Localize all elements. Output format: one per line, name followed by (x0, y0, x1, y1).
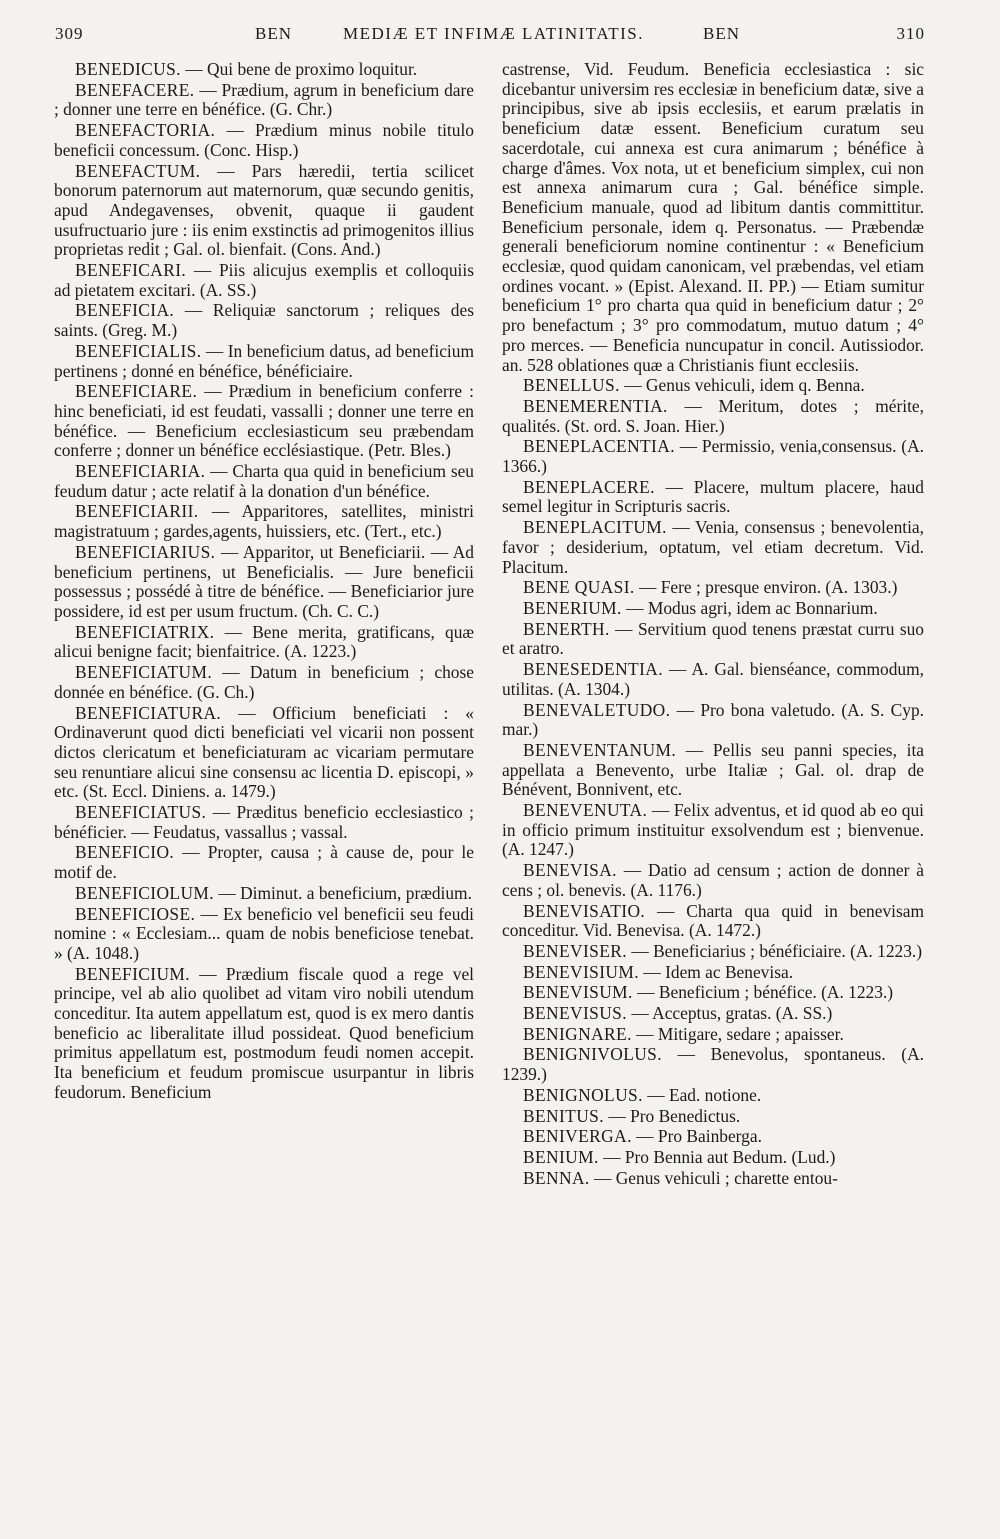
entry-definition: — Venia, consensus ; benevolentia, favor ; desiderium, optatum, vel etiam decretum. Vid. Placitum. (502, 517, 924, 577)
dictionary-entry (502, 599, 924, 619)
entry-definition: — Prædium fiscale quod a rege vel principe, vel ab alio quolibet ad vitam viro nobili utendum conceditur. Ita autem appellatum est, quod is ex mero dantis beneficio ac liberalitate illud possideat. Quod beneficium primitus appellatum est, postmodum feudi nomen accepit. Ita beneficium et feudum promiscue usurpantur in libris feudorum. Beneficium (54, 963, 474, 1102)
dictionary-entry (54, 884, 474, 904)
entry-definition: — Bene merita, gratificans, quæ alicui benigne facit; bienfaitrice. (A. 1223.) (54, 621, 474, 662)
entry-headword: BENEFICIARIA. (75, 461, 206, 482)
entry-headword: BENEFICIOSE. (75, 903, 196, 924)
entry-definition: — Datum in beneficium ; chose donnée en bénéfice. (G. Ch.) (54, 662, 474, 702)
entry-headword: BENEFICIO. (75, 842, 175, 863)
entry-definition: — Servitium quod tenens præstat curru suo et aratro. (502, 618, 924, 659)
entry-definition: — Præditus beneficio ecclesiastico ; bénéficier. — Feudatus, vassallus ; vassal. (54, 802, 474, 842)
entry-definition: — Datio ad censum ; action de donner à cens ; ol. benevis. (A. 1176.) (502, 860, 924, 900)
entry-definition: — Diminut. a beneficium, prædium. (214, 882, 472, 903)
dictionary-entry (502, 701, 924, 740)
entry-definition: — Meritum, dotes ; mérite, qualités. (St. ord. S. Joan. Hier.) (502, 395, 924, 436)
dictionary-entry (502, 1086, 924, 1106)
dictionary-entry (54, 843, 474, 882)
entry-headword: BENEFICIARE. (75, 381, 198, 402)
entry-definition: — Apparitor, ut Beneficiarii. — Ad beneficium pertinens, ut Beneficialis. — Jure beneficii possessus ; possédé à titre de bénéfice. — Beneficiarior jure possidere, id est per usum fructum. (Ch. C. C.) (54, 541, 474, 621)
dictionary-entry (502, 942, 924, 962)
dictionary-entry (54, 261, 474, 300)
entry-headword: BENIGNARE. (523, 1023, 632, 1044)
entry-definition: — Pro Benedictus. (603, 1105, 741, 1126)
dictionary-entry (54, 121, 474, 160)
dictionary-entry (54, 81, 474, 120)
entry-definition: — Ex beneficio vel beneficii seu feudi nomine : « Ecclesiam... quam de nobis beneficiose tenebat. » (A. 1048.) (54, 903, 474, 963)
entry-headword: BENEFICIA. (75, 300, 175, 321)
entry-headword: BENITUS. (523, 1105, 604, 1126)
dictionary-entry (54, 462, 474, 501)
entry-definition: — Piis alicujus exemplis et colloquiis ad pietatem excitari. (A. SS.) (54, 260, 474, 300)
dictionary-entry (502, 1107, 924, 1127)
entry-headword: BENEFICIARII. (75, 501, 199, 522)
entry-definition: — Idem ac Benevisa. (639, 961, 794, 982)
dictionary-entry (502, 620, 924, 659)
entry-headword: BENEFICIARIUS. (75, 541, 216, 562)
entry-definition: — Charta qua quid in benevisam conceditur. Vid. Benevisa. (A. 1472.) (502, 900, 924, 941)
entry-headword: BENEFICIATUM. (75, 662, 213, 683)
entry-headword: BENERIUM. (523, 597, 622, 618)
entry-definition: — Propter, causa ; à cause de, pour le motif de. (54, 842, 474, 883)
entry-headword: BENEVISIUM. (523, 961, 639, 982)
dictionary-entry (502, 60, 924, 375)
entry-headword: BENEFACTORIA. (75, 120, 216, 141)
left-column (54, 60, 474, 1104)
entry-headword: BENEFICIUM. (75, 963, 191, 984)
entry-headword: BENELLUS. (523, 375, 620, 396)
entry-definition: — Placere, multum placere, haud semel legitur in Scripturis sacris. (502, 476, 924, 517)
dictionary-entry (54, 301, 474, 340)
dictionary-entry (502, 801, 924, 860)
entry-definition: — Beneficium ; bénéfice. (A. 1223.) (632, 982, 894, 1003)
entry-definition: — Charta qua quid in beneficium seu feudum datur ; acte relatif à la donation d'un bénéfice. (54, 461, 474, 501)
entry-headword: BENIUM. (523, 1146, 599, 1167)
right-column (502, 60, 924, 1189)
entry-headword: BENEPLACENTIA. (523, 436, 675, 457)
dictionary-entry (502, 1127, 924, 1147)
entry-definition: — Acceptus, gratas. (A. SS.) (627, 1003, 833, 1024)
dictionary-entry (54, 623, 474, 662)
page-header (55, 24, 925, 52)
running-title: MEDIÆ ET INFIMÆ LATINITATIS. (343, 24, 644, 43)
running-head-right: BEN (703, 24, 740, 43)
dictionary-entry (502, 983, 924, 1003)
entry-definition: — Modus agri, idem ac Bonnarium. (621, 597, 878, 618)
entry-definition: — Genus vehiculi, idem q. Benna. (619, 375, 865, 396)
dictionary-entry (502, 1148, 924, 1168)
entry-headword: BENIVERGA. (523, 1126, 632, 1147)
dictionary-entry (54, 704, 474, 803)
entry-headword: BENEVISUS. (523, 1003, 628, 1024)
entry-headword: BENEFICIATRIX. (75, 621, 215, 642)
dictionary-entry (54, 60, 474, 80)
entry-headword: BENEFICIATURA. (75, 702, 222, 723)
entry-headword: BENEFICARI. (75, 260, 187, 281)
entry-definition: — Permissio, venia,consensus. (A. 1366.) (502, 436, 924, 477)
entry-definition: — Pellis seu panni species, ita appellata a Benevento, urbe Italiæ ; Gal. ol. drap de Bénévent, Bonnivent, etc. (502, 739, 924, 800)
dictionary-entry (502, 741, 924, 800)
page-number-left: 309 (55, 24, 84, 43)
dictionary-entry (54, 382, 474, 461)
entry-definition: — Beneficiarius ; bénéficiaire. (A. 1223.) (627, 940, 923, 961)
entry-headword: BENEVISATIO. (523, 900, 646, 921)
entry-headword: BENEFACERE. (75, 79, 195, 100)
entry-headword: BENEFICIALIS. (75, 340, 202, 361)
entry-definition: — In beneficium datus, ad beneficium pertinens ; donné en bénéfice, bénéficiaire. (54, 340, 474, 381)
entry-definition: — Prædium in beneficium conferre : hinc beneficiati, id est feudati, vassalli ; donner une terre en bénéfice. — Beneficium ecclesiasticum seu præbendam conferre ; donner un bénéfice ecclésiastique. (Petr. Bles.) (54, 381, 474, 461)
running-head-left: BEN (255, 24, 292, 43)
dictionary-entry (502, 1045, 924, 1084)
entry-definition: — Genus vehiculi ; charette entou- (589, 1167, 838, 1188)
entry-definition: castrense, Vid. Feudum. Beneficia ecclesiastica : sic dicebantur universim res ecclesiæ in beneficium datæ, sive a principibus, sive ab ipsis ecclesiis, et earum prælatis in beneficium datæ essent. Beneficium curatum seu sacerdotale, cui annexa est cura animarum ; bénéfice à charge d'âmes. Vox nota, ut et beneficium simplex, cui non est annexa animarum cura ; Gal. bénéfice simple. Beneficium manuale, quod ad libitum dantis committitur. Beneficium personale, idem q. Personatus. — Præbendæ generali beneficiorum nomine continentur : « Beneficium ecclesiæ, quod quidam canonicam, vel præbendas, vel etiam ordines vocant. » (Epist. Alexand. II. PP.) — Etiam sumitur beneficium 1° pro charta qua quid in beneficium datur ; 2° pro benefactum ; 3° pro commodatum, mutuo datum ; 4° pro merces. — Beneficia nuncupatur in concil. Autissiodor. an. 528 oblationes quæ a Christianis fiunt ecclesiis. (502, 59, 924, 375)
dictionary-entry (502, 1025, 924, 1045)
entry-definition: — Officium beneficiati : « Ordinaverunt quod dicti beneficiati vel vicarii non possent dictos clericatum et beneficiaturam ac vicariam permutare seu renuntiare alicui sine consensu ac licentia D. episcopi, » etc. (St. Eccl. Diniens. a. 1479.) (54, 702, 474, 802)
entry-headword: BENEVISUM. (523, 982, 633, 1003)
dictionary-entry (54, 502, 474, 541)
entry-headword: BENNA. (523, 1167, 590, 1188)
entry-definition: — Ead. notione. (642, 1084, 762, 1105)
entry-headword: BENIGNIVOLUS. (523, 1044, 663, 1065)
entry-headword: BENEMERENTIA. (523, 395, 668, 416)
entry-headword: BENEVISA. (523, 860, 617, 881)
dictionary-entry (502, 660, 924, 699)
dictionary-entry (502, 376, 924, 396)
dictionary-entry (502, 861, 924, 900)
entry-definition: — Reliquiæ sanctorum ; reliques des saints. (Greg. M.) (54, 300, 474, 341)
entry-headword: BENEFACTUM. (75, 160, 201, 181)
dictionary-entry (502, 518, 924, 577)
dictionary-entry (502, 478, 924, 517)
entry-headword: BENEFICIATUS. (75, 802, 207, 823)
entry-definition: — Pro bona valetudo. (A. S. Cyp. mar.) (502, 699, 924, 740)
page-number-right: 310 (896, 24, 925, 43)
dictionary-entry (502, 1169, 924, 1189)
entry-headword: BENEVISER. (523, 940, 627, 961)
entry-definition: — Prædium, agrum in beneficium dare ; donner une terre en bénéfice. (G. Chr.) (54, 79, 474, 120)
dictionary-entry (502, 437, 924, 476)
entry-definition: — Pro Bennia aut Bedum. (Lud.) (598, 1146, 836, 1167)
entry-headword: BENESEDENTIA. (523, 659, 663, 680)
dictionary-entry (502, 963, 924, 983)
dictionary-entry (54, 965, 474, 1103)
entry-definition: — Prædium minus nobile titulo beneficii concessum. (Conc. Hisp.) (54, 120, 474, 160)
entry-headword: BENERTH. (523, 618, 610, 639)
entry-headword: BENEFICIOLUM. (75, 882, 215, 903)
entry-headword: BENE QUASI. (523, 577, 635, 598)
dictionary-entry (54, 342, 474, 381)
dictionary-entry (502, 397, 924, 436)
entry-headword: BENEDICUS. (75, 59, 181, 79)
entry-definition: — Pro Bainberga. (631, 1126, 762, 1147)
dictionary-entry (54, 663, 474, 702)
entry-definition: — Felix adventus, et id quod ab eo qui in officio primum instituitur exsolvendum est ; bienvenue. (A. 1247.) (502, 800, 924, 860)
dictionary-entry (502, 1004, 924, 1024)
entry-headword: BENIGNOLUS. (523, 1084, 643, 1105)
entry-definition: — A. Gal. bienséance, commodum, utilitas. (A. 1304.) (502, 659, 924, 699)
entry-definition: — Qui bene de proximo loquitur. (180, 59, 418, 79)
entry-headword: BENEPLACITUM. (523, 517, 667, 538)
dictionary-entry (502, 902, 924, 941)
dictionary-entry (502, 578, 924, 598)
entry-headword: BENEVENTANUM. (523, 739, 677, 760)
entry-headword: BENEVENUTA. (523, 800, 648, 821)
dictionary-entry (54, 905, 474, 964)
entry-definition: — Mitigare, sedare ; apaisser. (631, 1023, 844, 1044)
entry-headword: BENEVALETUDO. (523, 699, 671, 720)
dictionary-entry (54, 543, 474, 622)
entry-definition: — Apparitores, satellites, ministri magistratuum ; gardes,agents, huissiers, etc. (Tert., etc.) (54, 501, 474, 542)
dictionary-entry (54, 162, 474, 261)
entry-definition: — Fere ; presque environ. (A. 1303.) (634, 577, 898, 598)
entry-definition: — Benevolus, spontaneus. (A. 1239.) (502, 1044, 924, 1085)
entry-headword: BENEPLACERE. (523, 476, 655, 497)
entry-definition: — Pars hæredii, tertia scilicet bonorum paternorum aut maternorum, quæ secundo genitis, apud Andegavenses, obvenit, quaque ii gaudent usufructuario jure : iis enim exstinctis ad primogenitos illius proprietas redit ; Gal. ol. bienfait. (Cons. And.) (54, 160, 474, 260)
dictionary-entry (54, 803, 474, 842)
